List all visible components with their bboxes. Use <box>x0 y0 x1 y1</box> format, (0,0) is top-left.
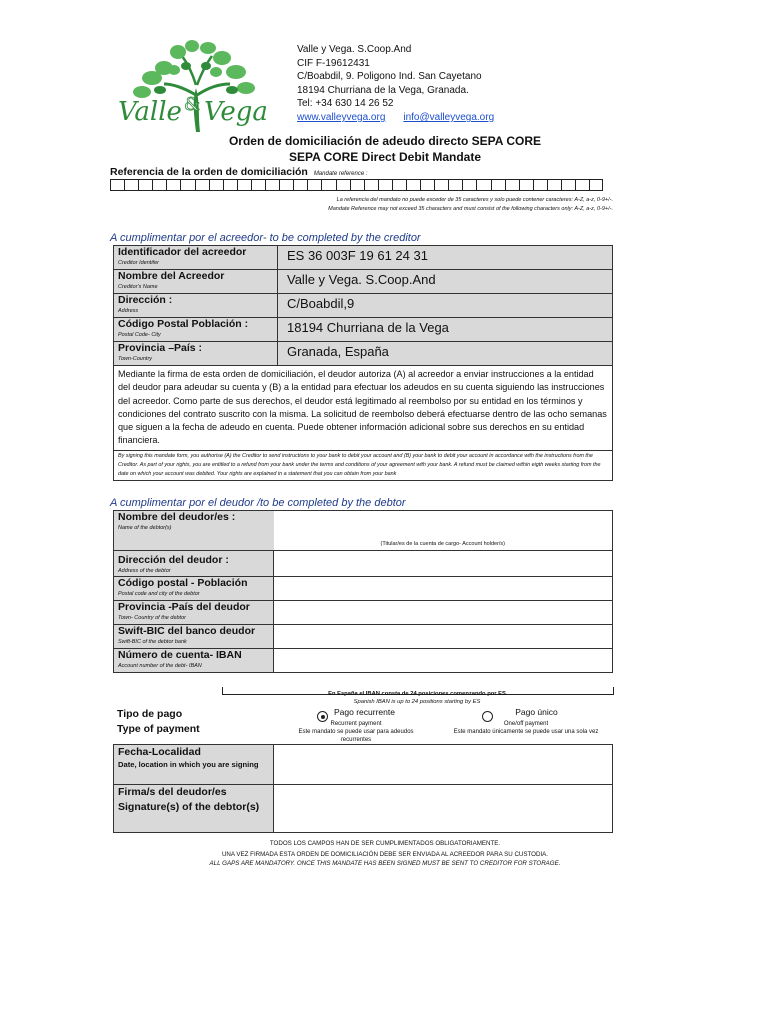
reference-char-box[interactable] <box>364 179 378 191</box>
reference-char-box[interactable] <box>195 179 209 191</box>
reference-char-box[interactable] <box>350 179 364 191</box>
signature-label: Firma/s del deudor/es <box>118 786 227 798</box>
reference-label-en: Mandate reference : <box>313 171 368 177</box>
creditor-row-value: 18194 Churriana de la Vega <box>278 318 613 342</box>
payment-type-label: Tipo de pago Type of payment <box>117 708 200 735</box>
debtor-row-label: Provincia -País del deudor Town- Country of the debtor <box>114 601 274 625</box>
debtor-row <box>114 625 613 649</box>
reference-char-box[interactable] <box>547 179 561 191</box>
reference-char-box[interactable] <box>378 179 392 191</box>
reference-char-box[interactable] <box>448 179 462 191</box>
title-en: SEPA CORE Direct Debit Mandate <box>288 150 482 164</box>
signature-label-en: Signature(s) of the debtor(s) <box>118 800 260 813</box>
payment-recurrent-option[interactable] <box>286 707 426 744</box>
debtor-row-label: Swift-BIC del banco deudor Swift-BIC of the debtor bank <box>114 625 274 649</box>
creditor-row <box>114 270 613 294</box>
signature-label-cell <box>114 785 274 833</box>
creditor-row-value: C/Boabdil,9 <box>278 294 613 318</box>
creditor-row-value: Granada, España <box>278 342 613 366</box>
debtor-row <box>114 601 613 625</box>
reference-char-box[interactable] <box>307 179 321 191</box>
svg-text:Valle: Valle <box>118 97 182 127</box>
reference-input-boxes[interactable] <box>110 179 603 191</box>
creditor-paragraph-en: By signing this mandate form, you authorise (A) the Creditor to send instructions to your bank to debit your account and (B) your bank to debit your account in accordance with the instructions from the Creditor. As part of your rights, you are entitled to a refund from your bank under the terms and conditions of your agreement with your bank. A refund must be claimed within eigth weeks starting from the date on which your account was debited. Your rights are explained in a statement that you can obtain from your bank <box>114 450 613 481</box>
creditor-row-label: Nombre del Acreedor Creditor's Name <box>114 270 278 294</box>
oneoff-note: Este mandato únicamente se puede usar una sola vez <box>453 729 599 735</box>
reference-char-box[interactable] <box>138 179 152 191</box>
reference-char-box[interactable] <box>152 179 166 191</box>
creditor-paragraph-es: Mediante la firma de esta orden de domiciliación, el deudor autoriza (A) al acreedor a enviar instrucciones a la entidad del deudor para adeudar su cuenta y (B) a la entidad para efectuar los adeudos en su cuenta siguiendo las instrucciones del acreedor. Como parte de sus derechos, el deudor está legitimado al reembolso por su entidad en los términos y condiciones del contrato suscrito con la misma. La solicitud de reembolso deberá efectuarse dentro de las ocho semanas que siguen a la fecha de adeudo en cuenta. Puede obtener información adicional sobre sus derechos en su entidad financiera. <box>114 366 613 451</box>
reference-char-box[interactable] <box>251 179 265 191</box>
reference-char-box[interactable] <box>519 179 533 191</box>
company-tel: Tel: +34 630 14 26 52 <box>297 98 394 110</box>
reference-label: Referencia de la orden de domiciliación Mandate reference : <box>110 166 368 178</box>
debtor-row-field[interactable] <box>274 577 613 601</box>
reference-char-box[interactable] <box>561 179 575 191</box>
footer <box>0 838 770 867</box>
date-label-en: Date, location in which you are signing <box>118 760 259 769</box>
iban-note: En España el IBAN consta de 24 posiciones comenzando por ES Spanish IBAN is up to 24 positions starting by ES <box>328 691 506 705</box>
reference-char-box[interactable] <box>392 179 406 191</box>
debtor-row-label: Dirección del deudor : Address of the debtor <box>114 551 274 577</box>
debtor-row <box>114 577 613 601</box>
creditor-row-label: Dirección : Address <box>114 294 278 318</box>
company-city: 18194 Churriana de la Vega, Granada. <box>297 84 469 96</box>
recurrent-note: Este mandato se puede usar para adeudos recurrentes <box>298 729 414 743</box>
footer-line-3: ALL GAPS ARE MANDATORY. ONCE THIS MANDATE HAS BEEN SIGNED MUST BE SENT TO CREDITOR FOR STORAGE. <box>209 860 561 867</box>
creditor-row <box>114 342 613 366</box>
recurrent-radio[interactable] <box>317 711 328 722</box>
footer-line-2: UNA VEZ FIRMADA ESTA ORDEN DE DOMICILIACIÓN DEBE SER ENVIADA AL ACREEDOR PARA SU CUSTODIA. <box>221 851 549 858</box>
reference-char-box[interactable] <box>237 179 251 191</box>
reference-char-box[interactable] <box>293 179 307 191</box>
reference-char-box[interactable] <box>110 179 124 191</box>
creditor-row <box>114 294 613 318</box>
reference-char-box[interactable] <box>505 179 519 191</box>
signature-field[interactable] <box>274 785 613 833</box>
oneoff-label-en: One/off payment <box>503 721 549 727</box>
signature-table <box>113 744 613 833</box>
svg-text:Vega: Vega <box>204 97 268 127</box>
payment-oneoff-option[interactable] <box>444 707 608 736</box>
debtor-row-label: Código postal - Población Postal code and city of the debtor <box>114 577 274 601</box>
company-logo <box>112 40 280 140</box>
reference-char-box[interactable] <box>589 179 603 191</box>
oneoff-label: Pago único <box>515 707 558 717</box>
reference-char-box[interactable] <box>321 179 335 191</box>
debtor-row <box>114 649 613 673</box>
creditor-row-value: Valle y Vega. S.Coop.And <box>278 270 613 294</box>
company-cif: CIF F-19612431 <box>297 57 370 69</box>
footer-line-1: TODOS LOS CAMPOS HAN DE SER CUMPLIMENTADOS OBLIGATORIAMENTE. <box>269 840 501 847</box>
reference-char-box[interactable] <box>279 179 293 191</box>
debtor-heading: A cumplimentar por el deudor /to be completed by the debtor <box>110 497 406 509</box>
reference-char-box[interactable] <box>265 179 279 191</box>
debtor-row-field[interactable] <box>274 551 613 577</box>
reference-note: La referencia del mandato no puede exceder de 35 caracteres y solo puede contener caracteres: A-Z, a-z, 0-9+/-. Mandate Reference may not exceed 35 characters and must consist of the following characters only: A-Z, a-z, 0-9+/-. <box>328 197 613 212</box>
reference-char-box[interactable] <box>336 179 350 191</box>
reference-char-box[interactable] <box>406 179 420 191</box>
creditor-row <box>114 246 613 270</box>
reference-char-box[interactable] <box>180 179 194 191</box>
date-label-cell <box>114 745 274 785</box>
debtor-row-label: Número de cuenta- IBAN Account number of the debt- IBAN <box>114 649 274 673</box>
company-info <box>297 43 494 125</box>
reference-char-box[interactable] <box>491 179 505 191</box>
creditor-row-label: Identificador del acreedor Creditor Identifer <box>114 246 278 270</box>
debtor-row-field[interactable] <box>274 625 613 649</box>
reference-char-box[interactable] <box>434 179 448 191</box>
recurrent-label: Pago recurrente <box>334 707 395 717</box>
creditor-row-label: Código Postal Población : Postal Code- City <box>114 318 278 342</box>
creditor-heading: A cumplimentar por el acreedor- to be completed by the creditor <box>110 232 421 244</box>
creditor-row-label: Provincia –País : Town-Country <box>114 342 278 366</box>
reference-char-box[interactable] <box>420 179 434 191</box>
creditor-row <box>114 318 613 342</box>
holder-note: (Titular/es de la cuenta de cargo- Account holder/s) <box>380 541 506 547</box>
svg-text:&: & <box>184 94 201 115</box>
company-web-link[interactable]: www.valleyvega.org <box>297 111 386 123</box>
debtor-table <box>113 510 613 673</box>
reference-char-box[interactable] <box>533 179 547 191</box>
reference-char-box[interactable] <box>124 179 138 191</box>
date-label: Fecha-Localidad <box>118 746 201 758</box>
debtor-row-field[interactable] <box>274 601 613 625</box>
reference-char-box[interactable] <box>209 179 223 191</box>
reference-char-box[interactable] <box>462 179 476 191</box>
company-name: Valle y Vega. S.Coop.And <box>297 44 412 55</box>
debtor-name-label: Nombre del deudor/es : Name of the debtor(s) <box>114 511 274 551</box>
company-email-link[interactable]: info@valleyvega.org <box>403 111 495 123</box>
debtor-name-field[interactable] <box>274 511 613 551</box>
creditor-table <box>113 245 613 481</box>
reference-char-box[interactable] <box>166 179 180 191</box>
creditor-row-value: ES 36 003F 19 61 24 31 <box>278 246 613 270</box>
reference-char-box[interactable] <box>476 179 490 191</box>
reference-char-box[interactable] <box>575 179 589 191</box>
company-address: C/Boabdil, 9. Poligono Ind. San Cayetano <box>297 71 482 83</box>
debtor-row-field[interactable] <box>274 649 613 673</box>
date-field[interactable] <box>274 745 613 785</box>
recurrent-label-en: Recurrent payment <box>330 721 382 727</box>
debtor-row <box>114 551 613 577</box>
reference-char-box[interactable] <box>223 179 237 191</box>
title-es: Orden de domiciliación de adeudo directo SEPA CORE <box>228 134 542 148</box>
